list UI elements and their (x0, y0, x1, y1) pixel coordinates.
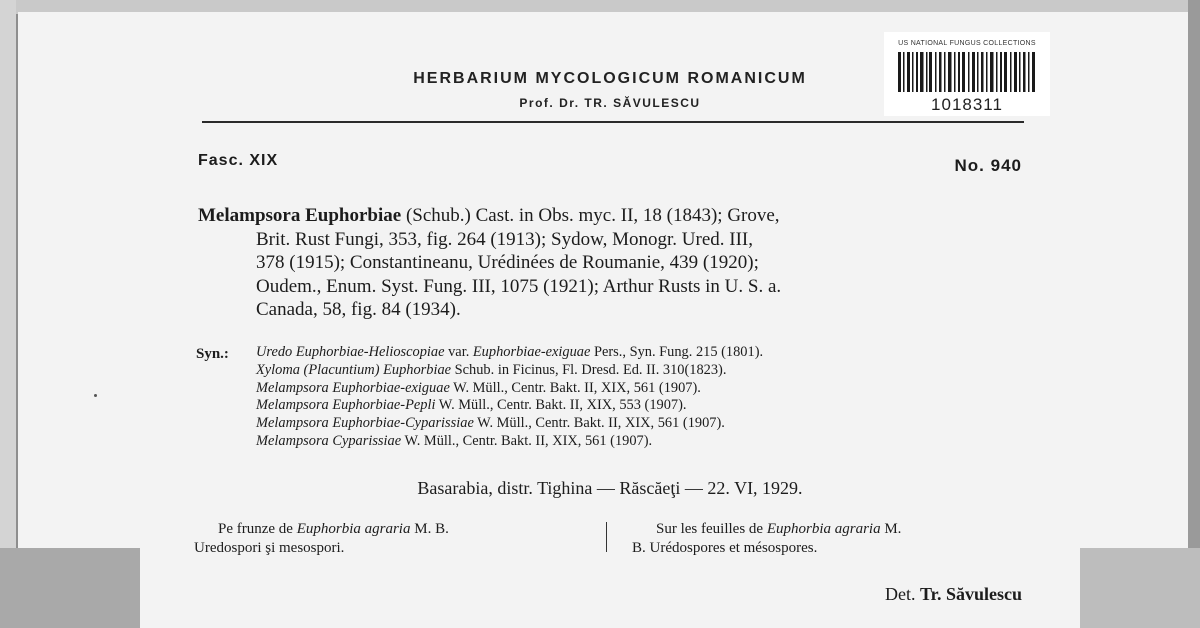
column-divider (606, 522, 607, 552)
species-citation (198, 204, 1028, 322)
host-note-romanian (194, 520, 592, 558)
synonym-name: Xyloma (Placuntium) Euphorbiae (256, 361, 452, 378)
synonym-item (256, 344, 1036, 362)
spore-stages: Uredospori şi mesospori. (194, 540, 345, 556)
synonyms-label: Syn.: (196, 346, 229, 362)
citation-line: Oudem., Enum. Syst. Fung. III, 1075 (1921); Arthur Rusts in U. S. a. (256, 275, 782, 297)
determiner-name: Tr. Săvulescu (919, 584, 1022, 604)
fascicle-label: Fasc. XIX (198, 152, 279, 169)
citation-line: Canada, 58, fig. 84 (1934). (256, 299, 461, 320)
collection-locality: Basarabia, distr. Tighina — Răscăeţi — 22. VI, 1929. (417, 478, 803, 498)
synonym-text: var. (444, 344, 473, 360)
synonym-name: Melampsora Cyparissiae (256, 432, 402, 449)
specimen-number: No. 940 (954, 156, 1022, 175)
citation-line: Brit. Rust Fungi, 353, fig. 264 (1913); Sydow, Monogr. Ured. III, (256, 228, 753, 250)
host-line (632, 520, 1032, 539)
herbarium-title: HERBARIUM MYCOLOGICUM ROMANICUM (413, 70, 807, 87)
synonyms-list (256, 344, 1036, 451)
synonym-text: W. Müll., Centr. Bakt. II, XIX, 553 (1907). (435, 397, 687, 414)
synonym-name: Melampsora Euphorbiae-Pepli (256, 397, 436, 414)
host-prefix: Pe frunze de (218, 521, 297, 537)
host-line (194, 520, 592, 539)
synonym-text: W. Müll., Centr. Bakt. II, XIX, 561 (1907). (449, 379, 701, 396)
background-corner-bottom-left (0, 548, 140, 628)
barcode-icon (898, 52, 1036, 92)
barcode-sticker (884, 32, 1050, 116)
background-strip-right (1188, 0, 1200, 628)
synonym-text: W. Müll., Centr. Bakt. II, XIX, 561 (1907). (401, 432, 653, 449)
host-note-french (632, 520, 1032, 558)
synonym-name: Euphorbiae-exiguae (472, 344, 591, 360)
determiner (760, 584, 1022, 605)
species-name: Melampsora Euphorbiae (198, 205, 402, 226)
synonym-text: W. Müll., Centr. Bakt. II, XIX, 561 (1907). (473, 415, 725, 432)
synonym-item (256, 433, 1036, 451)
synonym-item (256, 380, 1036, 398)
background-strip-left (0, 0, 16, 628)
synonym-text: Pers., Syn. Fung. 215 (1801). (590, 344, 764, 360)
synonym-name: Uredo Euphorbiae-Helioscopiae (256, 344, 445, 360)
citation-text: (Schub.) Cast. in Obs. myc. II, 18 (1843); Grove, (401, 205, 780, 226)
synonym-item (256, 397, 1036, 415)
host-prefix: Sur les feuilles de (656, 521, 767, 537)
host-plant-name: Euphorbia agraria (296, 521, 411, 537)
citation-line: 378 (1915); Constantineanu, Urédinées de Roumanie, 439 (1920); (256, 252, 759, 273)
synonym-text: Schub. in Ficinus, Fl. Dresd. Ed. II. 310(1823). (451, 361, 727, 378)
synonym-item (256, 362, 1036, 380)
host-plant-name: Euphorbia agraria (766, 521, 881, 537)
header-rule (202, 121, 1024, 123)
barcode-caption: US NATIONAL FUNGUS COLLECTIONS (898, 40, 1036, 47)
barcode-number: 1018311 (931, 95, 1003, 114)
herbarium-subtitle: Prof. Dr. TR. SĂVULESCU (519, 96, 701, 110)
host-suffix: M. (880, 521, 902, 537)
paper-speck (94, 394, 97, 397)
synonym-item (256, 415, 1036, 433)
host-suffix: M. B. (410, 521, 449, 537)
background-corner-bottom-right (1080, 548, 1200, 628)
synonym-name: Melampsora Euphorbiae-Cyparissiae (256, 415, 474, 432)
synonym-name: Melampsora Euphorbiae-exiguae (256, 379, 450, 396)
determiner-prefix: Det. (884, 584, 920, 604)
species-line-1 (198, 204, 1028, 228)
spore-stages: B. Urédospores et mésospores. (632, 540, 818, 556)
